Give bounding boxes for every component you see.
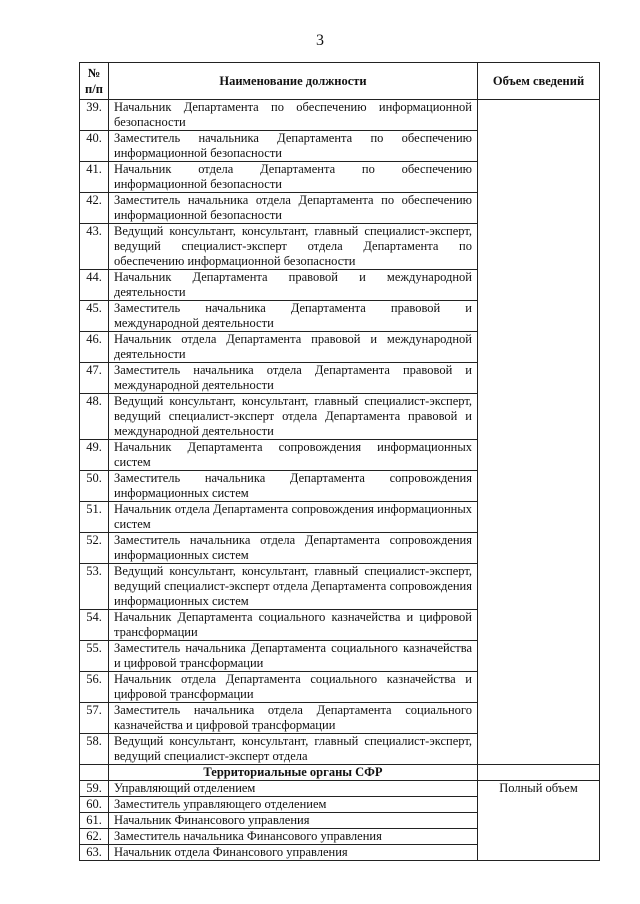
row-number: 53. [80, 564, 109, 610]
header-number-line1: № [87, 66, 101, 80]
row-number: 51. [80, 502, 109, 533]
position-name: Управляющий отделением [109, 781, 478, 797]
position-name: Заместитель начальника Финансового управления [109, 829, 478, 845]
row-number: 46. [80, 332, 109, 363]
table-row [80, 100, 600, 131]
position-name: Ведущий консультант, консультант, главный специалист-эксперт, ведущий специалист-эксперт отдела Департамента правовой и международной деятельности [109, 394, 478, 440]
position-name: Начальник Департамента по обеспечению информационной безопасности [109, 100, 478, 131]
row-number: 47. [80, 363, 109, 394]
row-number: 61. [80, 813, 109, 829]
position-name: Начальник отдела Департамента сопровождения информационных систем [109, 502, 478, 533]
row-number: 50. [80, 471, 109, 502]
header-number [80, 63, 109, 100]
volume-cell-empty [478, 100, 600, 765]
position-name: Заместитель начальника Департамента сопровождения информационных систем [109, 471, 478, 502]
position-name: Начальник Департамента социального казначейства и цифровой трансформации [109, 610, 478, 641]
page-number: 3 [316, 32, 324, 49]
table-row [80, 781, 600, 797]
row-number: 48. [80, 394, 109, 440]
position-name: Заместитель начальника отдела Департамента социального казначейства и цифровой трансформации [109, 703, 478, 734]
position-name: Начальник отдела Департамента по обеспечению информационной безопасности [109, 162, 478, 193]
position-name: Начальник отдела Финансового управления [109, 845, 478, 861]
position-name: Заместитель начальника отдела Департамента по обеспечению информационной безопасности [109, 193, 478, 224]
section-number-empty [80, 765, 109, 781]
row-number: 57. [80, 703, 109, 734]
section-volume-empty [478, 765, 600, 781]
positions-table [79, 62, 600, 861]
position-name: Начальник Департамента сопровождения информационных систем [109, 440, 478, 471]
position-name: Заместитель начальника отдела Департамента правовой и международной деятельности [109, 363, 478, 394]
row-number: 39. [80, 100, 109, 131]
position-name: Начальник Департамента правовой и международной деятельности [109, 270, 478, 301]
row-number: 49. [80, 440, 109, 471]
position-name: Начальник отдела Департамента социального казначейства и цифровой трансформации [109, 672, 478, 703]
header-number-line2: п/п [85, 82, 103, 96]
row-number: 59. [80, 781, 109, 797]
header-volume: Объем сведений [478, 63, 600, 100]
row-number: 60. [80, 797, 109, 813]
section-row [80, 765, 600, 781]
row-number: 45. [80, 301, 109, 332]
position-name: Ведущий консультант, консультант, главный специалист-эксперт, ведущий специалист-эксперт отдела [109, 734, 478, 765]
position-name: Заместитель начальника Департамента социального казначейства и цифровой трансформации [109, 641, 478, 672]
position-name: Заместитель начальника отдела Департамента сопровождения информационных систем [109, 533, 478, 564]
row-number: 55. [80, 641, 109, 672]
row-number: 58. [80, 734, 109, 765]
position-name: Заместитель управляющего отделением [109, 797, 478, 813]
row-number: 63. [80, 845, 109, 861]
header-position-name: Наименование должности [109, 63, 478, 100]
row-number: 41. [80, 162, 109, 193]
row-number: 54. [80, 610, 109, 641]
row-number: 56. [80, 672, 109, 703]
volume-cell: Полный объем [478, 781, 600, 861]
position-name: Начальник отдела Департамента правовой и международной деятельности [109, 332, 478, 363]
position-name: Ведущий консультант, консультант, главный специалист-эксперт, ведущий специалист-эксперт отдела Департамента по обеспечению информационной безопасности [109, 224, 478, 270]
section-title: Территориальные органы СФР [109, 765, 478, 781]
position-name: Заместитель начальника Департамента правовой и международной деятельности [109, 301, 478, 332]
row-number: 44. [80, 270, 109, 301]
row-number: 43. [80, 224, 109, 270]
row-number: 62. [80, 829, 109, 845]
table-header-row [80, 63, 600, 100]
position-name: Ведущий консультант, консультант, главный специалист-эксперт, ведущий специалист-эксперт отдела Департамента сопровождения информационных систем [109, 564, 478, 610]
row-number: 42. [80, 193, 109, 224]
row-number: 52. [80, 533, 109, 564]
row-number: 40. [80, 131, 109, 162]
position-name: Заместитель начальника Департамента по обеспечению информационной безопасности [109, 131, 478, 162]
position-name: Начальник Финансового управления [109, 813, 478, 829]
